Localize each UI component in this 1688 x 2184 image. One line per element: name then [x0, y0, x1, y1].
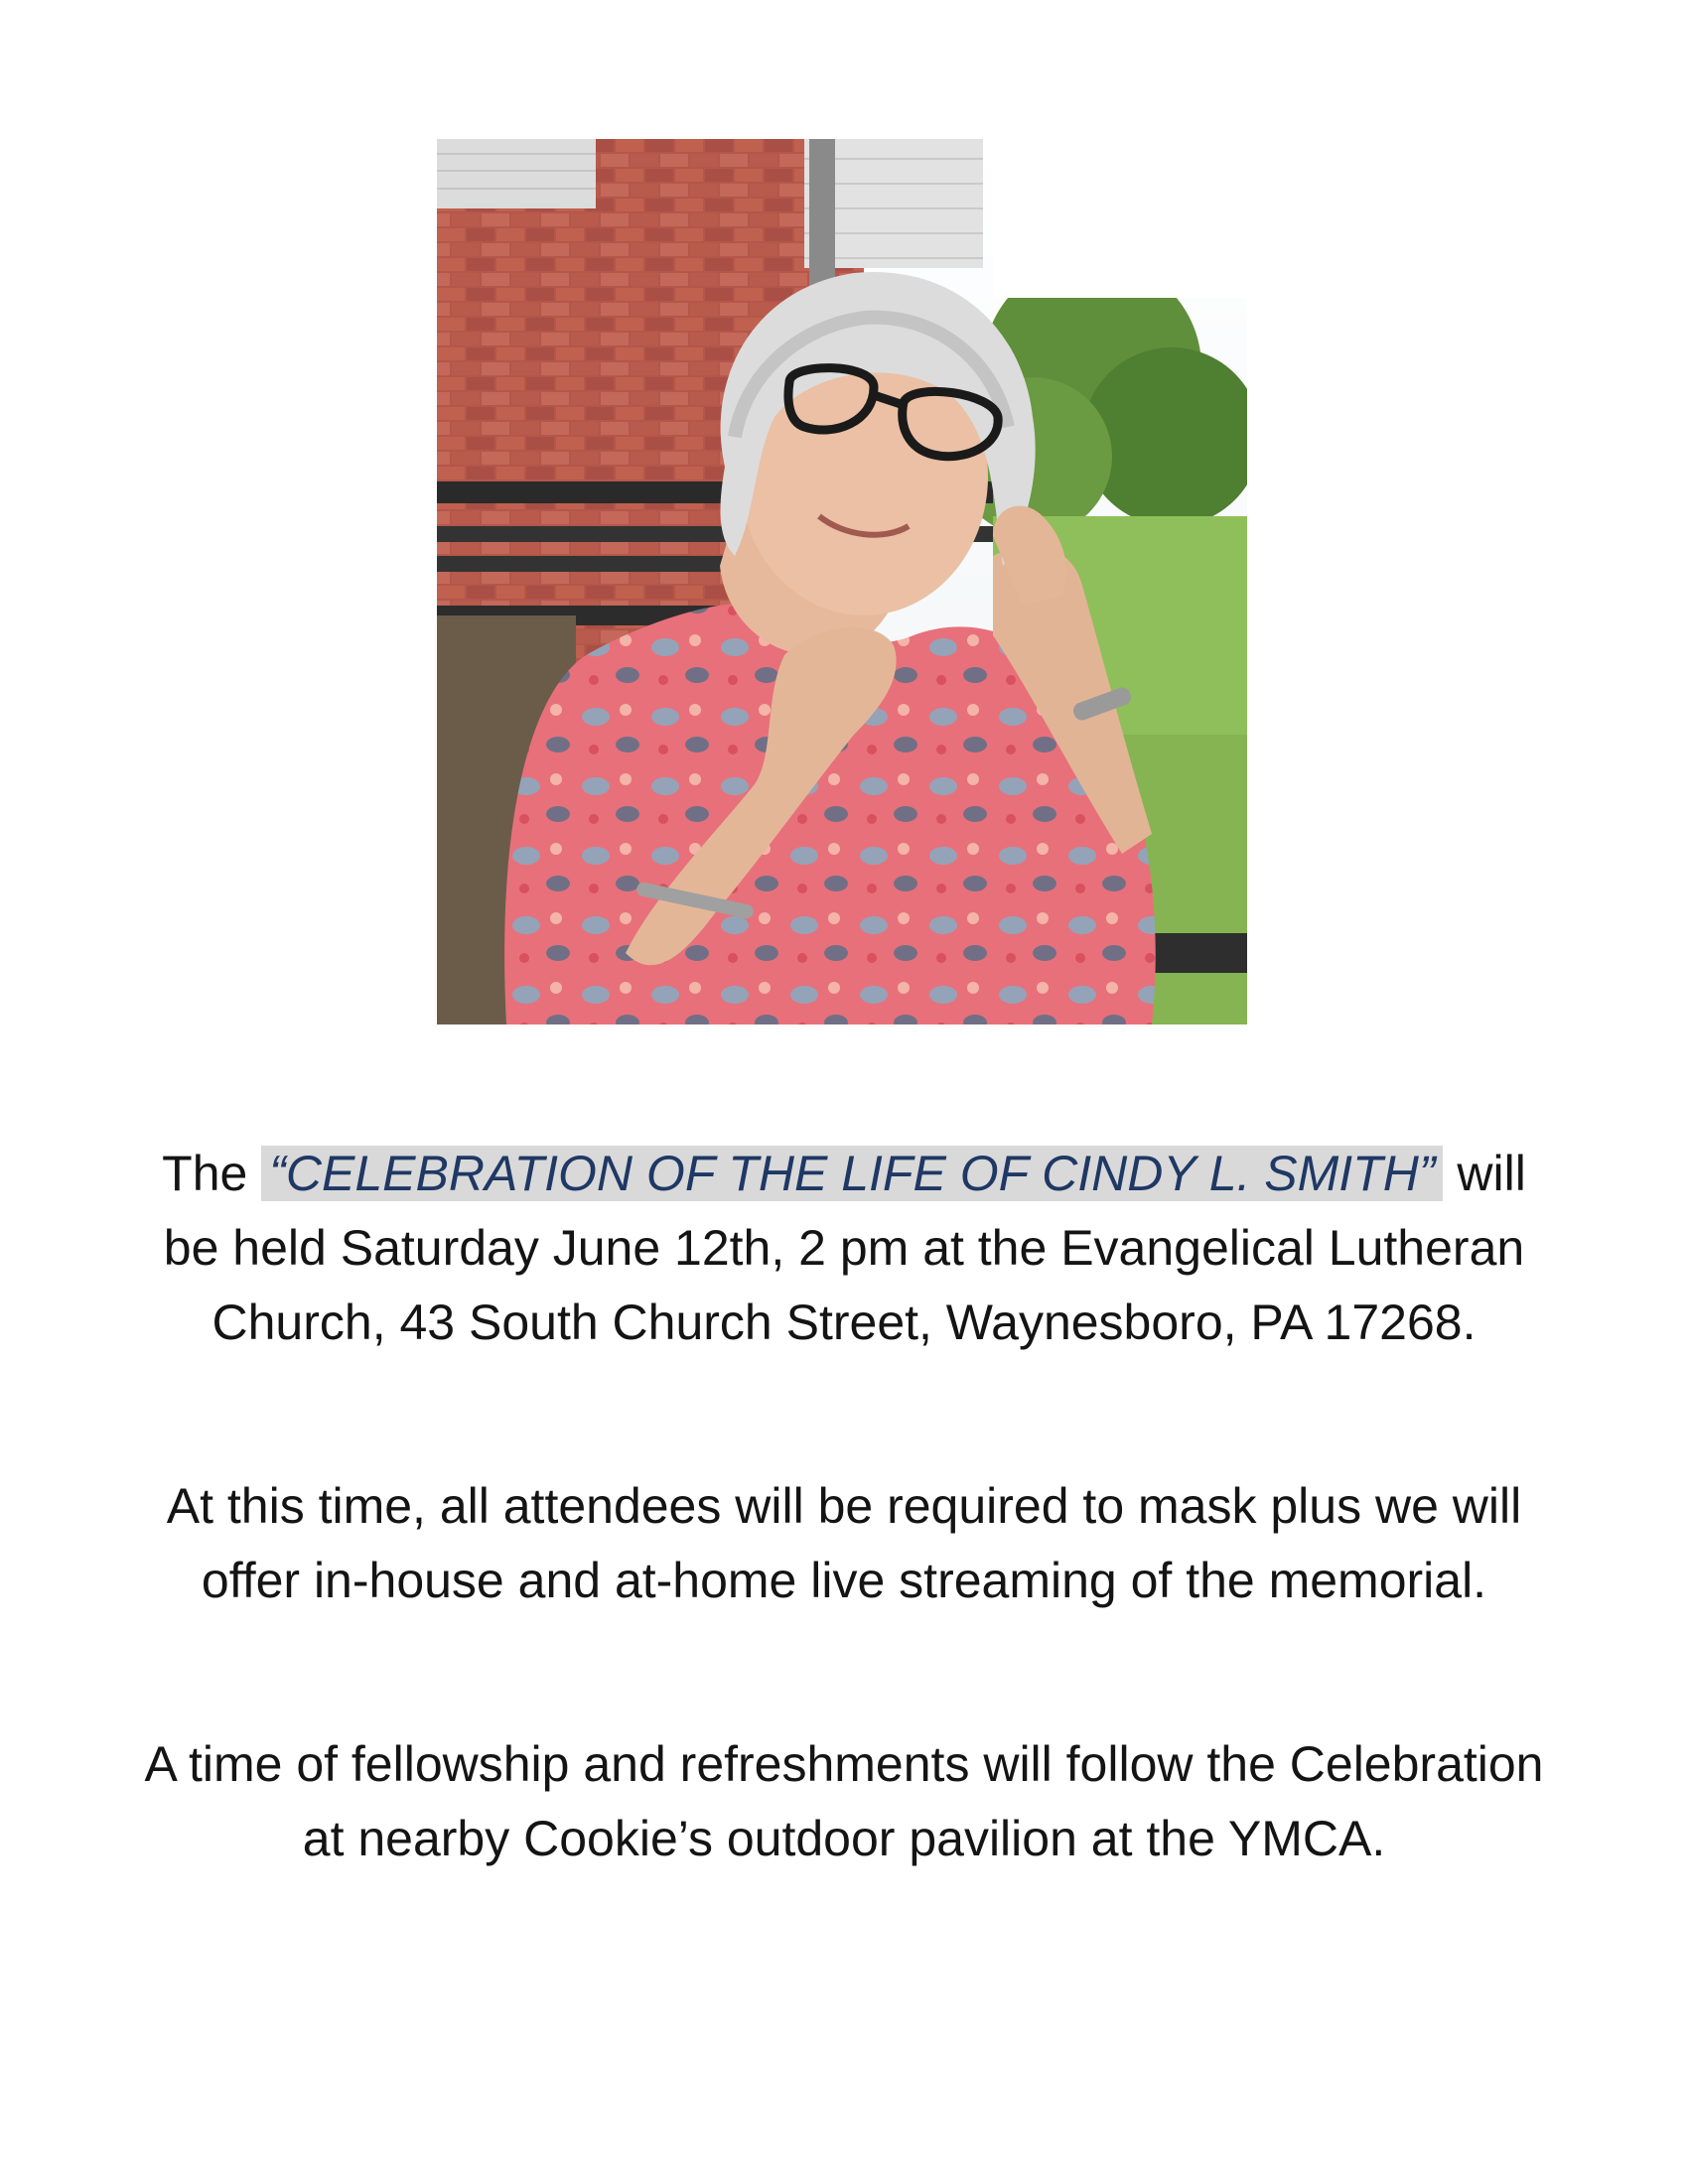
announcement-details: will be held Saturday June 12th, 2 pm at the Evangelical Lutheran Church, 43 South Church Street, Waynesboro, PA 17268.	[163, 1146, 1526, 1350]
mask-notice-paragraph: At this time, all attendees will be required to mask plus we will offer in-house and at-home live streaming of the memorial.	[166, 1478, 1522, 1608]
event-title: “CELEBRATION OF THE LIFE OF CINDY L. SMITH”	[261, 1146, 1443, 1201]
announcement-paragraph	[129, 1137, 1559, 1360]
announcement-intro: The	[162, 1146, 248, 1201]
fellowship-paragraph: A time of fellowship and refreshments will follow the Celebration at nearby Cookie’s outdoor pavilion at the YMCA.	[144, 1736, 1544, 1866]
portrait-photo	[437, 139, 1247, 1024]
